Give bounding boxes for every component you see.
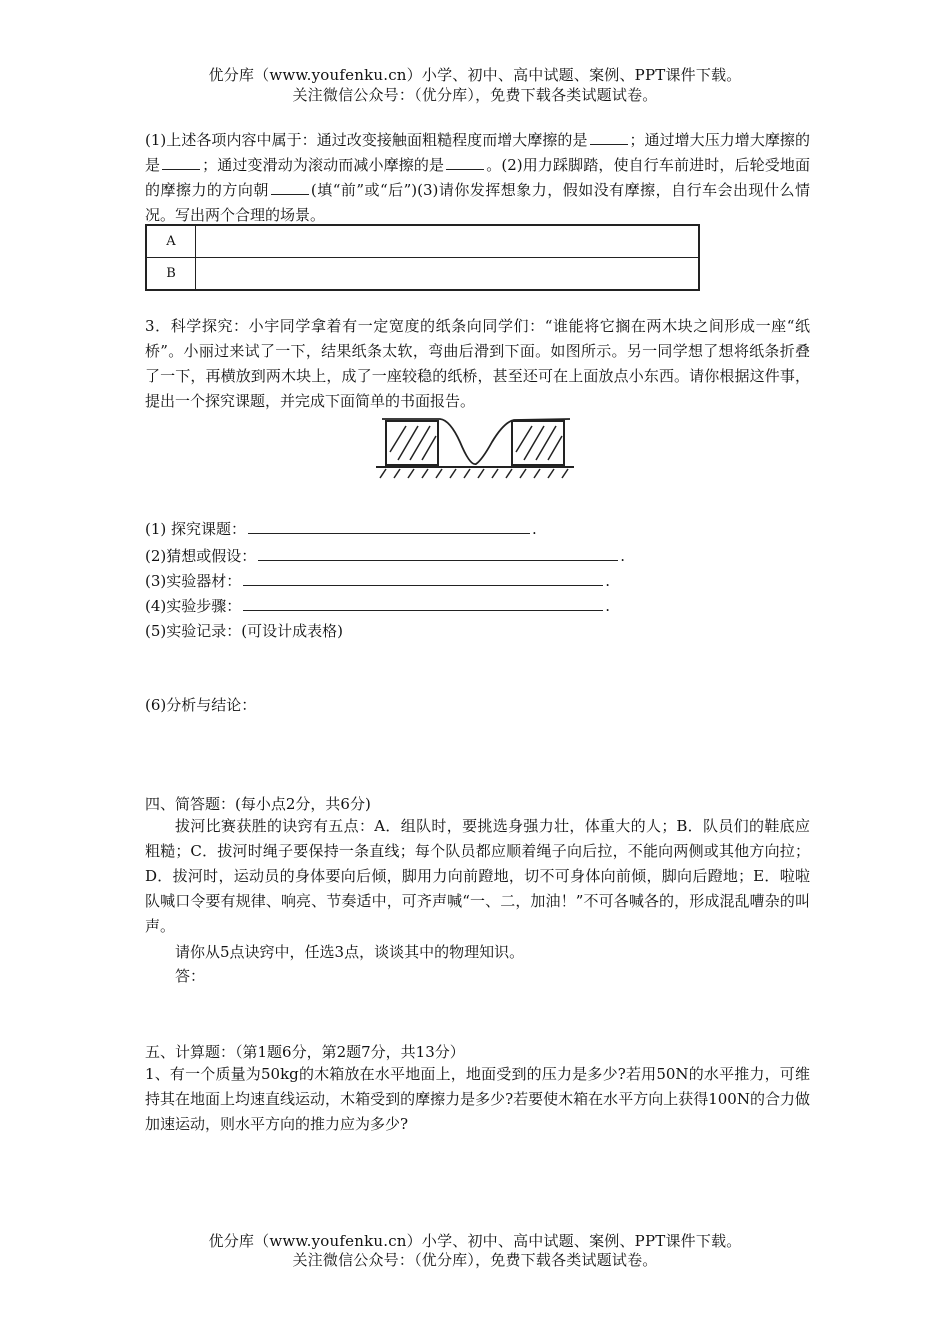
answer-blank-4[interactable] [243, 595, 603, 611]
q2-text-5: (填“前”或“后”)(3)请你发挥想象力，假如没有摩擦，自行车会出现什么情况。写出两个合理的场景。 [145, 181, 810, 224]
page-footer-line-2: 关注微信公众号：（优分库），免费下载各类试题试卷。 [292, 1251, 658, 1269]
q2-blank-2[interactable] [162, 154, 200, 170]
q2-blank-4[interactable] [271, 179, 309, 195]
answer-blank-3[interactable] [243, 570, 603, 586]
q2-answer-table [145, 224, 700, 291]
q3-item-2 [145, 545, 625, 566]
section-5-title: 五、计算题：（第1题6分，第2题7分，共13分） [145, 1043, 465, 1061]
q2-blank-1[interactable] [590, 129, 628, 145]
item-label: (2)猜想或假设： [145, 547, 257, 565]
q2-blank-3[interactable] [446, 154, 484, 170]
q3-text: 3．科学探究：小宇同学拿着有一定宽度的纸条向同学们：“谁能将它搁在两木块之间形成一座“纸桥”。小丽过来试了一下，结果纸条太软，弯曲后滑到下面。如图所示。另一同学想了想将纸条折叠了一下，再横放到两木块上，成了一座较稳的纸桥，甚至还可在上面放点小东西。请你根据这件事，提出一个探究课题，并完成下面简单的书面报告。 [145, 317, 810, 410]
q3-item-6: (6)分析与结论： [145, 696, 257, 714]
section-4-answer[interactable]: 答： [175, 967, 206, 985]
q3-item-3 [145, 570, 610, 591]
page-footer-line-1: 优分库（www.youfenku.cn）小学、初中、高中试题、案例、PPT课件下载。 [208, 1232, 742, 1250]
page-header-line-1: 优分库（www.youfenku.cn）小学、初中、高中试题、案例、PPT课件下载。 [208, 66, 742, 84]
section-5-question-1: 1、有一个质量为50kg的木箱放在水平地面上，地面受到的压力是多少?若用50N的水平推力，可维持其在地面上均速直线运动，木箱受到的摩擦力是多少?若要使木箱在水平方向上获得100N的合力做加速运动，则水平方向的推力应为多少? [145, 1065, 810, 1133]
answer-cell-b[interactable] [196, 258, 700, 291]
period-mark: . [532, 520, 537, 538]
period-mark: . [620, 547, 626, 565]
row-label-a: A [146, 225, 196, 258]
paper-bridge-figure [372, 414, 582, 482]
table-row [146, 258, 699, 291]
row-label-b: B [146, 258, 196, 291]
item-label: (1) 探究课题： [145, 520, 247, 538]
period-mark: . [605, 572, 611, 590]
q2-text-2: ；通过增大压力增大摩擦的是 [145, 131, 810, 174]
q2-paragraph [145, 128, 810, 228]
q3-item-1 [145, 518, 537, 539]
q2-text-4: 。(2)用力踩脚踏，使自行车前进时，后轮受地面的摩擦力的方向朝 [145, 156, 810, 199]
answer-blank-2[interactable] [258, 545, 618, 561]
q2-text-3: ；通过变滑动为滚动而减小摩擦的是 [202, 156, 445, 174]
page-header-line-2: 关注微信公众号：（优分库），免费下载各类试题试卷。 [292, 86, 658, 104]
left-wood-block [386, 421, 438, 465]
answer-cell-a[interactable] [196, 225, 700, 258]
ground-hatch [380, 469, 568, 478]
section-4-title: 四、简答题：(每小点2分，共6分) [145, 795, 371, 813]
table-row [146, 225, 699, 258]
q3-item-4 [145, 595, 610, 616]
q3-item-5: (5)实验记录：(可设计成表格) [145, 622, 343, 640]
section-4-body: 拔河比赛获胜的诀窍有五点：A．组队时，要挑选身强力壮，体重大的人；B．队员们的鞋底应粗糙；C．拔河时绳子要保持一条直线；每个队员都应顺着绳子向后拉，不能向两侧或其他方向拉；D．拔河时，运动员的身体要向后倾，脚用力向前蹬地，切不可身体向前倾，脚向后蹬地；E．啦啦队喊口令要有规律、响亮、节奏适中，可齐声喊“一、二，加油！”不可各喊各的，形成混乱嘈杂的叫声。 [145, 817, 810, 935]
period-mark: . [605, 597, 611, 615]
q2-text-1: (1)上述各项内容中属于：通过改变接触面粗糙程度而增大摩擦的是 [145, 131, 588, 149]
answer-blank-1[interactable] [248, 518, 530, 534]
item-label: (4)实验步骤： [145, 597, 242, 615]
right-wood-block [512, 421, 564, 465]
section-4-prompt: 请你从5点诀窍中，任选3点，谈谈其中的物理知识。 [175, 943, 525, 961]
item-label: (3)实验器材： [145, 572, 242, 590]
